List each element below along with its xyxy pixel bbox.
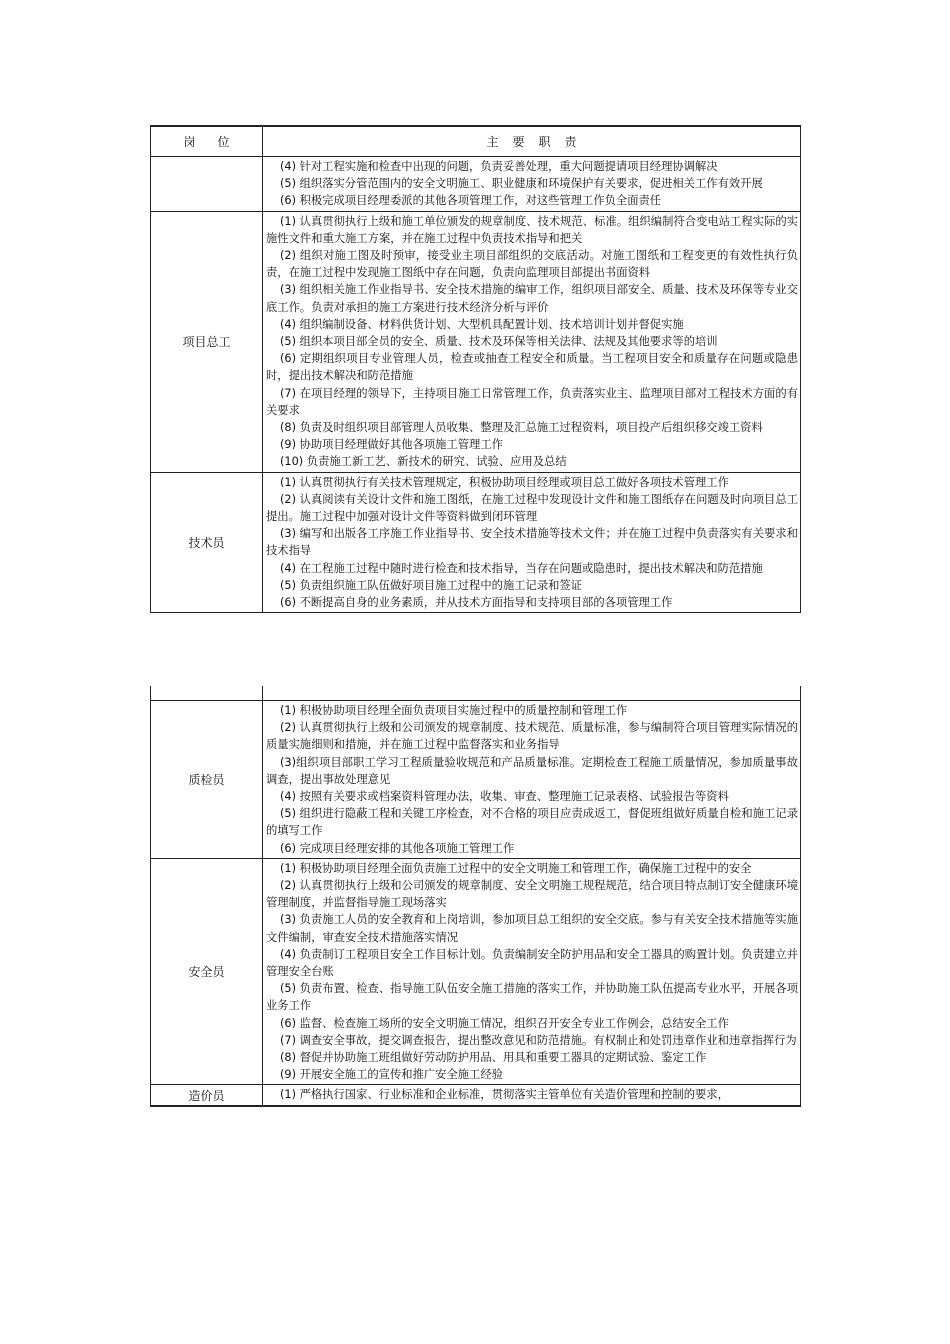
duty-item: (1) 认真贯彻执行有关技术管理规定，积极协助项目经理或项目总工做好各项技术管理工作	[280, 475, 729, 489]
duty-item: (10) 负责施工新工艺、新技术的研究、试验、应用及总结	[280, 455, 567, 469]
role-cell	[151, 157, 263, 212]
duty-item: (3) 组织相关施工作业指导书、安全技术措施的编审工作，组织项目部安全、质量、技术及环保等专业交底工作。负责对承担的施工方案进行技术经济分析与评价	[266, 283, 798, 314]
table-row	[151, 211, 801, 472]
duty-item: (9) 开展安全施工的宣传和推广安全施工经验	[280, 1068, 503, 1082]
duty-item: (6) 积极完成项目经理委派的其他各项管理工作，对这些管理工作负全面责任	[280, 194, 662, 208]
role-cell: 造价员	[151, 1085, 263, 1106]
duties-cell	[263, 472, 801, 613]
duty-item: (9) 协助项目经理做好其他各项施工管理工作	[280, 438, 503, 452]
duty-item: (2) 组织对施工图及时预审，接受业主项目部组织的交底活动。对施工图纸和工程变更的有效性执行负责，在施工过程中发现施工图纸中存在问题，负责向监理项目部提出书面资料	[266, 249, 798, 280]
table-row	[151, 1085, 801, 1106]
duty-item: (1) 严格执行国家、行业标准和企业标准，贯彻落实主管单位有关造价管理和控制的要求，	[280, 1088, 729, 1102]
duty-item: (3) 负责施工人员的安全教育和上岗培训，参加项目总工组织的安全交底。参与有关安全技术措施等实施文件编制，审查安全技术措施落实情况	[266, 913, 798, 944]
duty-item: (7) 在项目经理的领导下，主持项目施工日常管理工作，负责落实业主、监理项目部对工程技术方面的有关要求	[266, 386, 798, 417]
role-cell: 项目总工	[151, 211, 263, 472]
role-cell: 质检员	[151, 701, 263, 859]
duty-item: (1) 积极协助项目经理全面负责施工过程中的安全文明施工和管理工作，确保施工过程中的安全	[280, 861, 752, 875]
page-break-gap	[150, 686, 801, 700]
header-duties: 主要职责	[263, 126, 801, 157]
duty-item: (5) 负责布置、检查、指导施工队伍安全施工措施的落实工作，并协助施工队伍提高专业水平，开展各项业务工作	[266, 982, 798, 1013]
duty-item: (2) 认真贯彻执行上级和公司颁发的规章制度、安全文明施工规程规范，结合项目特点制订安全健康环境管理制度，并监督指导施工现场落实	[266, 879, 798, 910]
duty-item: (5) 组织本项目部全员的安全、质量、技术及环保等相关法律、法规及其他要求等的培训	[280, 335, 718, 349]
duty-item: (5) 组织落实分管范围内的安全文明施工、职业健康和环境保护有关要求，促进相关工作有效开展	[280, 177, 763, 191]
duty-item: (5) 组织进行隐蔽工程和关键工序检查，对不合格的项目应责成返工，督促班组做好质量自检和施工记录的填写工作	[266, 807, 798, 838]
duty-item: (6) 监督、检查施工场所的安全文明施工情况，组织召开安全专业工作例会，总结安全工作	[280, 1016, 729, 1030]
duty-item: (3) 编写和出版各工序施工作业指导书、安全技术措施等技术文件；并在施工过程中负责落实有关要求和技术指导	[266, 527, 798, 558]
duties-cell	[263, 211, 801, 472]
duty-item: (7) 调查安全事故，提交调查报告，提出整改意见和防范措施。有权制止和处罚违章作业和违章指挥行为	[280, 1033, 797, 1047]
table-row	[151, 858, 801, 1085]
duty-item: (2) 认真阅读有关设计文件和施工图纸，在施工过程中发现设计文件和施工图纸存在问题及时向项目总工提出。施工过程中加强对设计文件等资料做到闭环管理	[266, 492, 798, 524]
duties-cell	[263, 157, 801, 212]
header-role: 岗位	[151, 126, 263, 157]
duty-item: (1) 积极协助项目经理全面负责项目实施过程中的质量控制和管理工作	[280, 704, 628, 717]
role-cell: 安全员	[151, 858, 263, 1085]
table-row	[151, 157, 801, 212]
duties-table-page-1	[150, 125, 801, 613]
duty-item: (6) 定期组织项目专业管理人员，检查或抽查工程安全和质量。当工程项目安全和质量存在问题或隐患时，提出技术解决和防范措施	[266, 352, 798, 383]
duty-item: (8) 督促并协助施工班组做好劳动防护用品、用具和重要工器具的定期试验、鉴定工作	[280, 1051, 707, 1065]
duty-item: (8) 负责及时组织项目部管理人员收集、整理及汇总施工过程资料，项目投产后组织移交竣工资料	[280, 421, 763, 435]
table-row	[151, 701, 801, 859]
duty-item: (4) 在工程施工过程中随时进行检查和技术指导，当存在问题或隐患时，提出技术解决和防范措施	[280, 561, 763, 575]
table-header-row	[151, 126, 801, 157]
duties-cell	[263, 701, 801, 859]
duty-item: (4) 针对工程实施和检查中出现的问题，负责妥善处理，重大问题提请项目经理协调解决	[280, 160, 718, 173]
table-row	[151, 472, 801, 613]
duty-item: (3)组织项目部职工学习工程质量验收规范和产品质量标准。定期检查工程施工质量情况，参加质量事故调查，提出事故处理意见	[266, 755, 798, 786]
duties-cell	[263, 1085, 801, 1106]
role-cell: 技术员	[151, 472, 263, 613]
duty-item: (5) 负责组织施工队伍做好项目施工过程中的施工记录和签证	[280, 578, 583, 592]
duty-item: (6) 不断提高自身的业务素质，并从技术方面指导和支持项目部的各项管理工作	[280, 596, 673, 610]
duty-item: (1) 认真贯彻执行上级和施工单位颁发的规章制度、技术规范、标准。组织编制符合变电站工程实际的实施性文件和重大施工方案，并在施工过程中负责技术指导和把关	[266, 214, 798, 245]
duty-item: (4) 负责制订工程项目安全工作目标计划。负责编制安全防护用品和安全工器具的购置计划。负责建立并管理安全台账	[266, 947, 798, 979]
duties-table-page-2	[150, 700, 801, 1107]
duty-item: (6) 完成项目经理安排的其他各项施工管理工作	[280, 841, 515, 855]
duties-cell	[263, 858, 801, 1085]
duty-item: (4) 按照有关要求或档案资料管理办法，收集、审查、整理施工记录表格、试验报告等资料	[280, 790, 729, 804]
duty-item: (4) 组织编制设备、材料供货计划、大型机具配置计划、技术培训计划并督促实施	[280, 317, 684, 331]
duty-item: (2) 认真贯彻执行上级和公司颁发的规章制度、技术规范、质量标准，参与编制符合项目管理实际情况的质量实施细则和措施，并在施工过程中监督落实和业务指导	[266, 721, 798, 752]
